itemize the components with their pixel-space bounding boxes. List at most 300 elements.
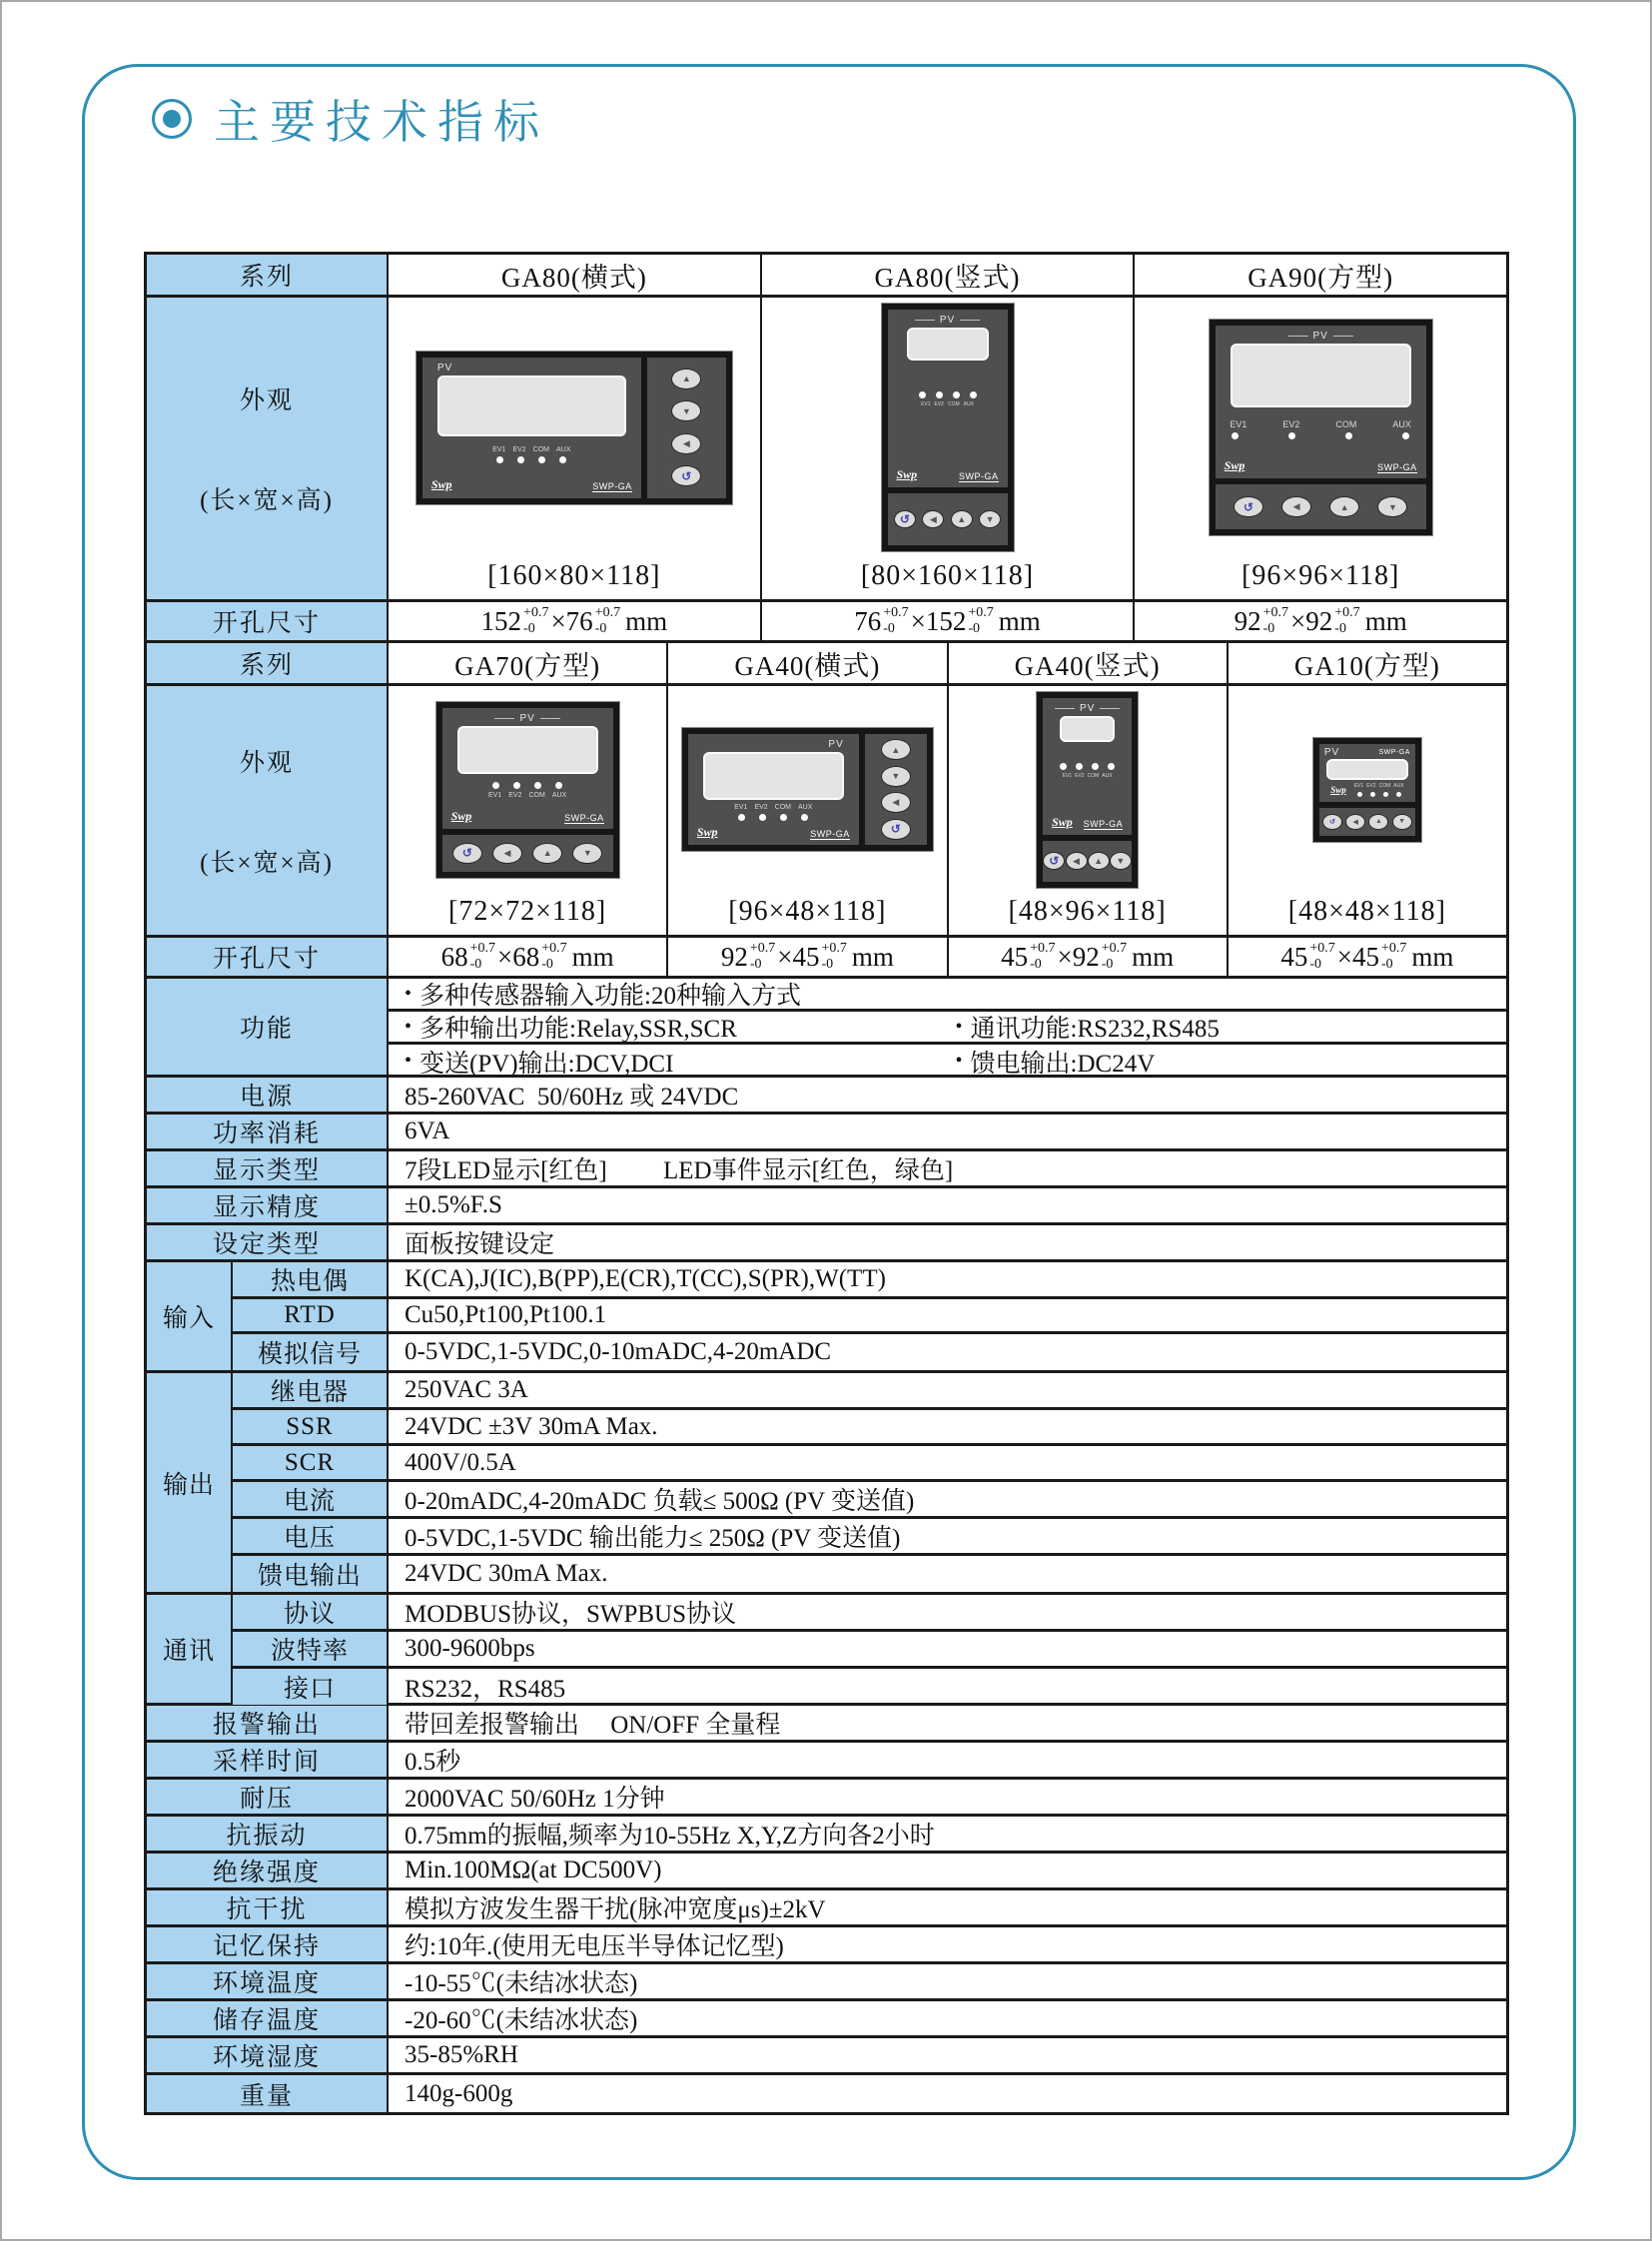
led-dot (1092, 763, 1099, 770)
tolerance: +0.7 -0 (523, 604, 549, 636)
dimensions-label: [72×72×118] (448, 896, 607, 927)
spec-group-row (147, 1595, 1506, 1706)
series-name: GA80(横式) (387, 255, 760, 295)
spec-value: 2000VAC 50/60Hz 1分钟 (387, 1780, 1506, 1814)
led-dot (559, 456, 566, 463)
led-label: AUX (798, 804, 813, 812)
spec-value: 0-5VDC,1-5VDC 输出能力≤ 250Ω (PV 变送值) (387, 1519, 1506, 1553)
led-indicators (897, 391, 999, 407)
led-label: EV2 (934, 401, 944, 408)
dimensions-label: [96×48×118] (728, 896, 887, 927)
tolerance: +0.7 -0 (541, 940, 567, 972)
spec-subrow (231, 1410, 1506, 1446)
spec-label: 绝缘强度 (147, 1854, 387, 1887)
cutout-row (147, 938, 1506, 979)
button-panel (865, 734, 927, 845)
cutout-size: 68 +0.7 -0 ×68 +0.7 -0 mm (387, 938, 666, 976)
bullet-icon: • (955, 1050, 963, 1072)
loop-button: ↺ (1322, 814, 1342, 830)
display-window (703, 752, 844, 800)
spec-row (147, 1188, 1506, 1225)
product-cell (387, 298, 760, 599)
down-button: ▼ (1377, 496, 1407, 517)
down-button: ▼ (1392, 814, 1412, 830)
dimensions-label: [80×160×118] (860, 560, 1035, 591)
feature-item (405, 976, 801, 1012)
spec-sublabel: 继电器 (231, 1373, 387, 1407)
spec-value: -10-55℃(未结冰状态) (387, 1964, 1506, 1998)
led-dot (1076, 763, 1083, 770)
spec-sublabel: 协议 (231, 1595, 387, 1629)
led-dot (1357, 792, 1362, 797)
spec-sublabel: 馈电输出 (231, 1556, 387, 1592)
display-window (1231, 344, 1411, 407)
spec-value: -20-60℃(未结冰状态) (387, 2001, 1506, 2035)
led-dot (1108, 763, 1115, 770)
spec-label: 显示精度 (147, 1188, 387, 1222)
spec-value: 250VAC 3A (387, 1373, 1506, 1407)
model-label: SWP-GA (958, 471, 999, 482)
feature-text: 多种传感器输入功能:20种输入方式 (419, 983, 801, 1010)
tolerance: +0.7 -0 (594, 604, 621, 636)
appearance-label-line: (长×宽×高) (200, 849, 334, 877)
led-label: AUX (1102, 772, 1113, 779)
feature-text: 多种输出功能:Relay,SSR,SCR (419, 1016, 737, 1043)
up-button: ▲ (881, 739, 911, 760)
button-panel (888, 493, 1008, 545)
feature-item (405, 1009, 956, 1045)
led-label: AUX (963, 401, 974, 408)
led-dot (534, 782, 541, 789)
series-name: GA10(方型) (1227, 643, 1506, 683)
series-label: 系列 (147, 643, 387, 683)
cutout-size: 45 +0.7 -0 ×45 +0.7 -0 mm (1227, 938, 1506, 976)
led-label: AUX (556, 445, 571, 453)
dimensions-label: [96×96×118] (1241, 560, 1400, 591)
spec-row (147, 1225, 1506, 1262)
pv-label: PV (1323, 746, 1340, 758)
spec-label: 重量 (147, 2075, 387, 2112)
spec-value: 0-20mADC,4-20mADC 负载≤ 500Ω (PV 变送值) (387, 1482, 1506, 1516)
cutout-size: 76 +0.7 -0 ×152 +0.7 -0 mm (760, 602, 1134, 640)
button-panel (1319, 808, 1415, 836)
led-label: EV1 (492, 445, 506, 453)
model-label: SWP-GA (592, 481, 632, 492)
appearance-label-line: 外观 (239, 749, 294, 777)
dimensions-label: [48×96×118] (1008, 896, 1167, 927)
spec-label: 储存温度 (147, 2001, 387, 2035)
spec-subrow (231, 1482, 1506, 1519)
device-front-panel (688, 734, 859, 845)
led-label: AUX (551, 791, 567, 799)
spec-value: 0-5VDC,1-5VDC,0-10mADC,4-20mADC (387, 1334, 1506, 1370)
spec-value: 面板按键设定 (387, 1225, 1506, 1259)
series-name: GA40(横式) (666, 643, 946, 683)
spec-label: 环境湿度 (147, 2038, 387, 2072)
led-label: EV2 (1282, 418, 1300, 429)
spec-label: 显示类型 (147, 1151, 387, 1185)
bullet-icon: • (405, 982, 413, 1005)
model-label: SWP-GA (1377, 462, 1417, 473)
led-label: EV2 (512, 445, 526, 453)
led-label: COM (528, 791, 545, 799)
up-button: ▲ (1368, 814, 1388, 830)
appearance-label (147, 298, 387, 599)
series-header-row (147, 255, 1506, 298)
spec-sublabel: SSR (231, 1410, 387, 1443)
dimensions-label: [48×48×118] (1287, 896, 1446, 927)
series-name: GA90(方型) (1133, 255, 1506, 295)
brand-logo: Swp (1224, 458, 1245, 473)
pv-label: PV (1225, 331, 1417, 342)
device-ga40v (1036, 691, 1139, 889)
led-dot (759, 814, 766, 821)
device-ga10 (1312, 737, 1422, 843)
brand-logo: Swp (450, 809, 472, 824)
spec-label: 设定类型 (147, 1225, 387, 1259)
up-button: ▲ (1088, 852, 1110, 870)
feature-item (956, 1044, 1156, 1080)
device-front-panel (422, 358, 641, 498)
led-indicators (1225, 419, 1417, 439)
loop-button: ↺ (671, 465, 701, 486)
loop-button: ↺ (1234, 496, 1263, 517)
tolerance: +0.7 -0 (749, 940, 776, 972)
led-label: EV1 (1353, 783, 1364, 790)
brand-logo: Swp (1052, 815, 1073, 830)
feature-text: 通讯功能:RS232,RS485 (970, 1016, 1220, 1043)
spec-label: 电源 (147, 1078, 387, 1112)
led-indicators (1354, 783, 1404, 797)
led-dot (936, 391, 943, 398)
led-label: COM (1335, 418, 1357, 429)
spec-value: 7段LED显示[红色] LED事件显示[红色，绿色] (387, 1151, 1506, 1185)
led-dot (492, 782, 499, 789)
tolerance: +0.7 -0 (1030, 940, 1056, 972)
spec-value: Cu50,Pt100,Pt100.1 (387, 1299, 1506, 1331)
led-dot (1060, 763, 1067, 770)
group-label: 通讯 (147, 1595, 231, 1703)
brand-logo: Swp (896, 467, 918, 482)
spec-label: 报警输出 (147, 1706, 387, 1740)
spec-row (147, 1854, 1506, 1890)
led-label: COM (532, 445, 550, 453)
led-label: EV1 (1230, 418, 1247, 429)
product-cell (760, 298, 1134, 599)
up-button: ▲ (951, 510, 973, 528)
feature-text: 变送(PV)输出:DCV,DCI (419, 1050, 674, 1078)
led-label: EV2 (508, 791, 522, 799)
spec-subrow (231, 1334, 1506, 1370)
tolerance: +0.7 -0 (968, 604, 994, 636)
tolerance: +0.7 -0 (1380, 940, 1407, 972)
appearance-row (147, 686, 1506, 938)
led-label: COM (774, 804, 792, 812)
spec-subrow (231, 1669, 1506, 1705)
spec-group-row (147, 1373, 1506, 1595)
spec-value: K(CA),J(IC),B(PP),E(CR),T(CC),S(PR),W(TT) (387, 1262, 1506, 1296)
feature-item (405, 1044, 956, 1080)
spec-value: 85-260VAC 50/60Hz 或 24VDC (387, 1078, 1506, 1112)
up-button: ▲ (1329, 496, 1359, 517)
loop-button: ↺ (1043, 852, 1065, 870)
device-front-panel (1043, 698, 1132, 836)
left-button: ◀ (671, 433, 701, 454)
bullet-icon: • (405, 1050, 413, 1072)
spec-label: 抗振动 (147, 1817, 387, 1851)
left-button: ◀ (1281, 496, 1311, 517)
left-button: ◀ (1345, 814, 1365, 830)
led-dot (555, 782, 562, 789)
spec-row (147, 1927, 1506, 1964)
down-button: ▼ (671, 400, 701, 421)
spec-value: 6VA (387, 1115, 1506, 1148)
led-dot (1396, 792, 1401, 797)
led-dot (1383, 792, 1388, 797)
spec-value: 300-9600bps (387, 1632, 1506, 1666)
series-name: GA80(竖式) (760, 255, 1134, 295)
appearance-row (147, 298, 1506, 602)
led-label: EV2 (754, 804, 768, 812)
led-indicators (451, 782, 604, 799)
led-label: COM (947, 401, 960, 408)
series-name: GA40(竖式) (947, 643, 1227, 683)
loop-button: ↺ (881, 819, 911, 840)
spec-subrow (231, 1299, 1506, 1334)
up-button: ▲ (532, 843, 562, 864)
tolerance: +0.7 -0 (469, 940, 495, 972)
spec-subrow (231, 1632, 1506, 1669)
display-window (437, 375, 626, 437)
spec-row (147, 1964, 1506, 2001)
down-button: ▼ (572, 843, 602, 864)
spec-subrow (231, 1556, 1506, 1592)
spec-sublabel: 波特率 (231, 1632, 387, 1666)
pv-label: PV (828, 739, 844, 750)
led-dot (517, 456, 524, 463)
spec-value: ±0.5%F.S (387, 1188, 1506, 1222)
led-label: AUX (1392, 418, 1411, 429)
device-front-panel (1216, 326, 1426, 478)
led-dot (953, 391, 960, 398)
tolerance: +0.7 -0 (1262, 604, 1289, 636)
cutout-label: 开孔尺寸 (147, 602, 387, 640)
spec-group-row (147, 1262, 1506, 1373)
led-label: AUX (1393, 783, 1404, 790)
led-dot (496, 456, 503, 463)
down-button: ▼ (881, 766, 911, 787)
brand-logo: Swp (430, 477, 452, 492)
display-window (457, 726, 598, 775)
pv-label: PV (1052, 703, 1123, 714)
spec-sublabel: 接口 (231, 1669, 387, 1705)
led-indicators (1052, 763, 1123, 779)
feature-item (956, 1009, 1220, 1045)
left-button: ◀ (492, 843, 522, 864)
down-button: ▼ (1110, 852, 1132, 870)
led-dot (1345, 432, 1352, 439)
led-indicators (431, 446, 632, 463)
led-dot (1232, 432, 1239, 439)
spec-label: 抗干扰 (147, 1890, 387, 1924)
spec-label: 功率消耗 (147, 1115, 387, 1148)
led-dot (780, 814, 787, 821)
led-dot (801, 814, 808, 821)
bullseye-icon (152, 99, 192, 139)
led-dot (1288, 432, 1295, 439)
button-panel (647, 358, 726, 498)
spec-sublabel: 模拟信号 (231, 1334, 387, 1370)
tolerance: +0.7 -0 (1101, 940, 1128, 972)
brand-logo: Swp (696, 824, 718, 839)
spec-label: 采样时间 (147, 1743, 387, 1777)
bullet-icon: • (405, 1015, 413, 1038)
spec-sublabel: 热电偶 (231, 1262, 387, 1296)
device-ga90 (1209, 319, 1433, 536)
cutout-row (147, 602, 1506, 643)
led-dot (970, 391, 977, 398)
led-dot (738, 814, 745, 821)
loop-button: ↺ (894, 510, 916, 528)
spec-row (147, 1890, 1506, 1927)
spec-value: Min.100MΩ(at DC500V) (387, 1854, 1506, 1887)
spec-value: 模拟方波发生器干扰(脉冲宽度μs)±2kV (387, 1890, 1506, 1924)
product-cell (1133, 298, 1506, 599)
page-title: 主要技术指标 (214, 96, 549, 148)
brand-logo: Swp (1330, 785, 1346, 796)
product-cell (1227, 686, 1506, 935)
spec-row (147, 2001, 1506, 2038)
product-cell (947, 686, 1227, 935)
product-cell (666, 686, 946, 935)
spec-row (147, 1078, 1506, 1115)
cutout-label: 开孔尺寸 (147, 938, 387, 976)
model-label: SWP-GA (810, 828, 850, 839)
spec-row (147, 1151, 1506, 1188)
up-button: ▲ (671, 369, 701, 389)
feature-text: 馈电输出:DC24V (970, 1050, 1156, 1078)
spec-value: 24VDC ±3V 30mA Max. (387, 1410, 1506, 1443)
spec-sublabel: SCR (231, 1446, 387, 1479)
spec-row (147, 1115, 1506, 1151)
spec-subrow (231, 1446, 1506, 1482)
led-indicators (697, 804, 850, 821)
product-cell (387, 686, 666, 935)
series-name: GA70(方型) (387, 643, 666, 683)
spec-value: 140g-600g (387, 2075, 1506, 2112)
device-ga40h (681, 727, 934, 852)
left-button: ◀ (1066, 852, 1088, 870)
model-label: SWP-GA (1378, 748, 1410, 756)
spec-value: 24VDC 30mA Max. (387, 1556, 1506, 1592)
spec-value: 0.5秒 (387, 1743, 1506, 1777)
spec-label: 记忆保持 (147, 1927, 387, 1961)
led-label: EV2 (1366, 783, 1376, 790)
pv-label: PV (897, 315, 999, 326)
pv-label: PV (451, 713, 604, 724)
model-label: SWP-GA (1083, 819, 1124, 830)
device-ga70 (435, 701, 620, 879)
group-label: 输出 (147, 1373, 231, 1592)
cutout-size: 92 +0.7 -0 ×92 +0.7 -0 mm (1133, 602, 1506, 640)
led-dot (513, 782, 520, 789)
spec-sublabel: RTD (231, 1299, 387, 1331)
model-label: SWP-GA (564, 813, 604, 824)
feature-line (387, 979, 1506, 1012)
spec-row (147, 2075, 1506, 2112)
button-panel (1043, 841, 1132, 881)
led-label: EV1 (921, 401, 931, 408)
led-label: COM (1378, 783, 1391, 790)
series-header-row (147, 643, 1506, 686)
display-window (907, 328, 989, 361)
spec-row (147, 1817, 1506, 1854)
display-window (1060, 716, 1115, 743)
led-label: EV2 (1075, 772, 1085, 779)
spec-label: 环境温度 (147, 1964, 387, 1998)
spec-value: RS232，RS485 (387, 1669, 1506, 1705)
feature-line (387, 1045, 1506, 1078)
tolerance: +0.7 -0 (1334, 604, 1360, 636)
spec-row (147, 1780, 1506, 1817)
cutout-size: 92 +0.7 -0 ×45 +0.7 -0 mm (666, 938, 946, 976)
device-ga80v (881, 303, 1015, 552)
dimensions-label: [160×80×118] (487, 560, 661, 591)
spec-value: 带回差报警输出 ON/OFF 全量程 (387, 1706, 1506, 1740)
spec-sublabel: 电压 (231, 1519, 387, 1553)
spec-value: MODBUS协议，SWPBUS协议 (387, 1595, 1506, 1629)
led-label: EV1 (734, 804, 748, 812)
page-title-row (152, 86, 549, 152)
device-front-panel (888, 310, 1008, 487)
button-panel (442, 835, 613, 871)
appearance-label (147, 686, 387, 935)
left-button: ◀ (922, 510, 944, 528)
tolerance: +0.7 -0 (883, 604, 909, 636)
appearance-label-line: 外观 (239, 387, 294, 414)
spec-row (147, 1743, 1506, 1780)
spec-value: 400V/0.5A (387, 1446, 1506, 1479)
led-label: EV1 (1062, 772, 1073, 779)
device-ga80h (415, 351, 733, 505)
feature-line (387, 1012, 1506, 1045)
display-window (1326, 759, 1408, 781)
spec-label: 耐压 (147, 1780, 387, 1814)
led-label: COM (1087, 772, 1100, 779)
down-button: ▼ (979, 510, 1001, 528)
tolerance: +0.7 -0 (821, 940, 847, 972)
spec-sublabel: 电流 (231, 1482, 387, 1516)
series-label: 系列 (147, 255, 387, 295)
led-label: EV1 (488, 791, 502, 799)
tolerance: +0.7 -0 (1309, 940, 1335, 972)
led-dot (1402, 432, 1409, 439)
led-dot (1370, 792, 1375, 797)
spec-subrow (231, 1373, 1506, 1410)
spec-value: 35-85%RH (387, 2038, 1506, 2072)
cutout-size: 152 +0.7 -0 ×76 +0.7 -0 mm (387, 602, 760, 640)
button-panel (1216, 484, 1426, 529)
features-label: 功能 (147, 979, 387, 1075)
spec-value: 0.75mm的振幅,频率为10-55Hz X,Y,Z方向各2小时 (387, 1817, 1506, 1851)
cutout-size: 45 +0.7 -0 ×92 +0.7 -0 mm (947, 938, 1227, 976)
spec-row (147, 2038, 1506, 2075)
led-dot (919, 391, 926, 398)
group-label: 输入 (147, 1262, 231, 1370)
spec-subrow (231, 1595, 1506, 1632)
spec-value: 约:10年.(使用无电压半导体记忆型) (387, 1927, 1506, 1961)
loop-button: ↺ (452, 843, 482, 864)
